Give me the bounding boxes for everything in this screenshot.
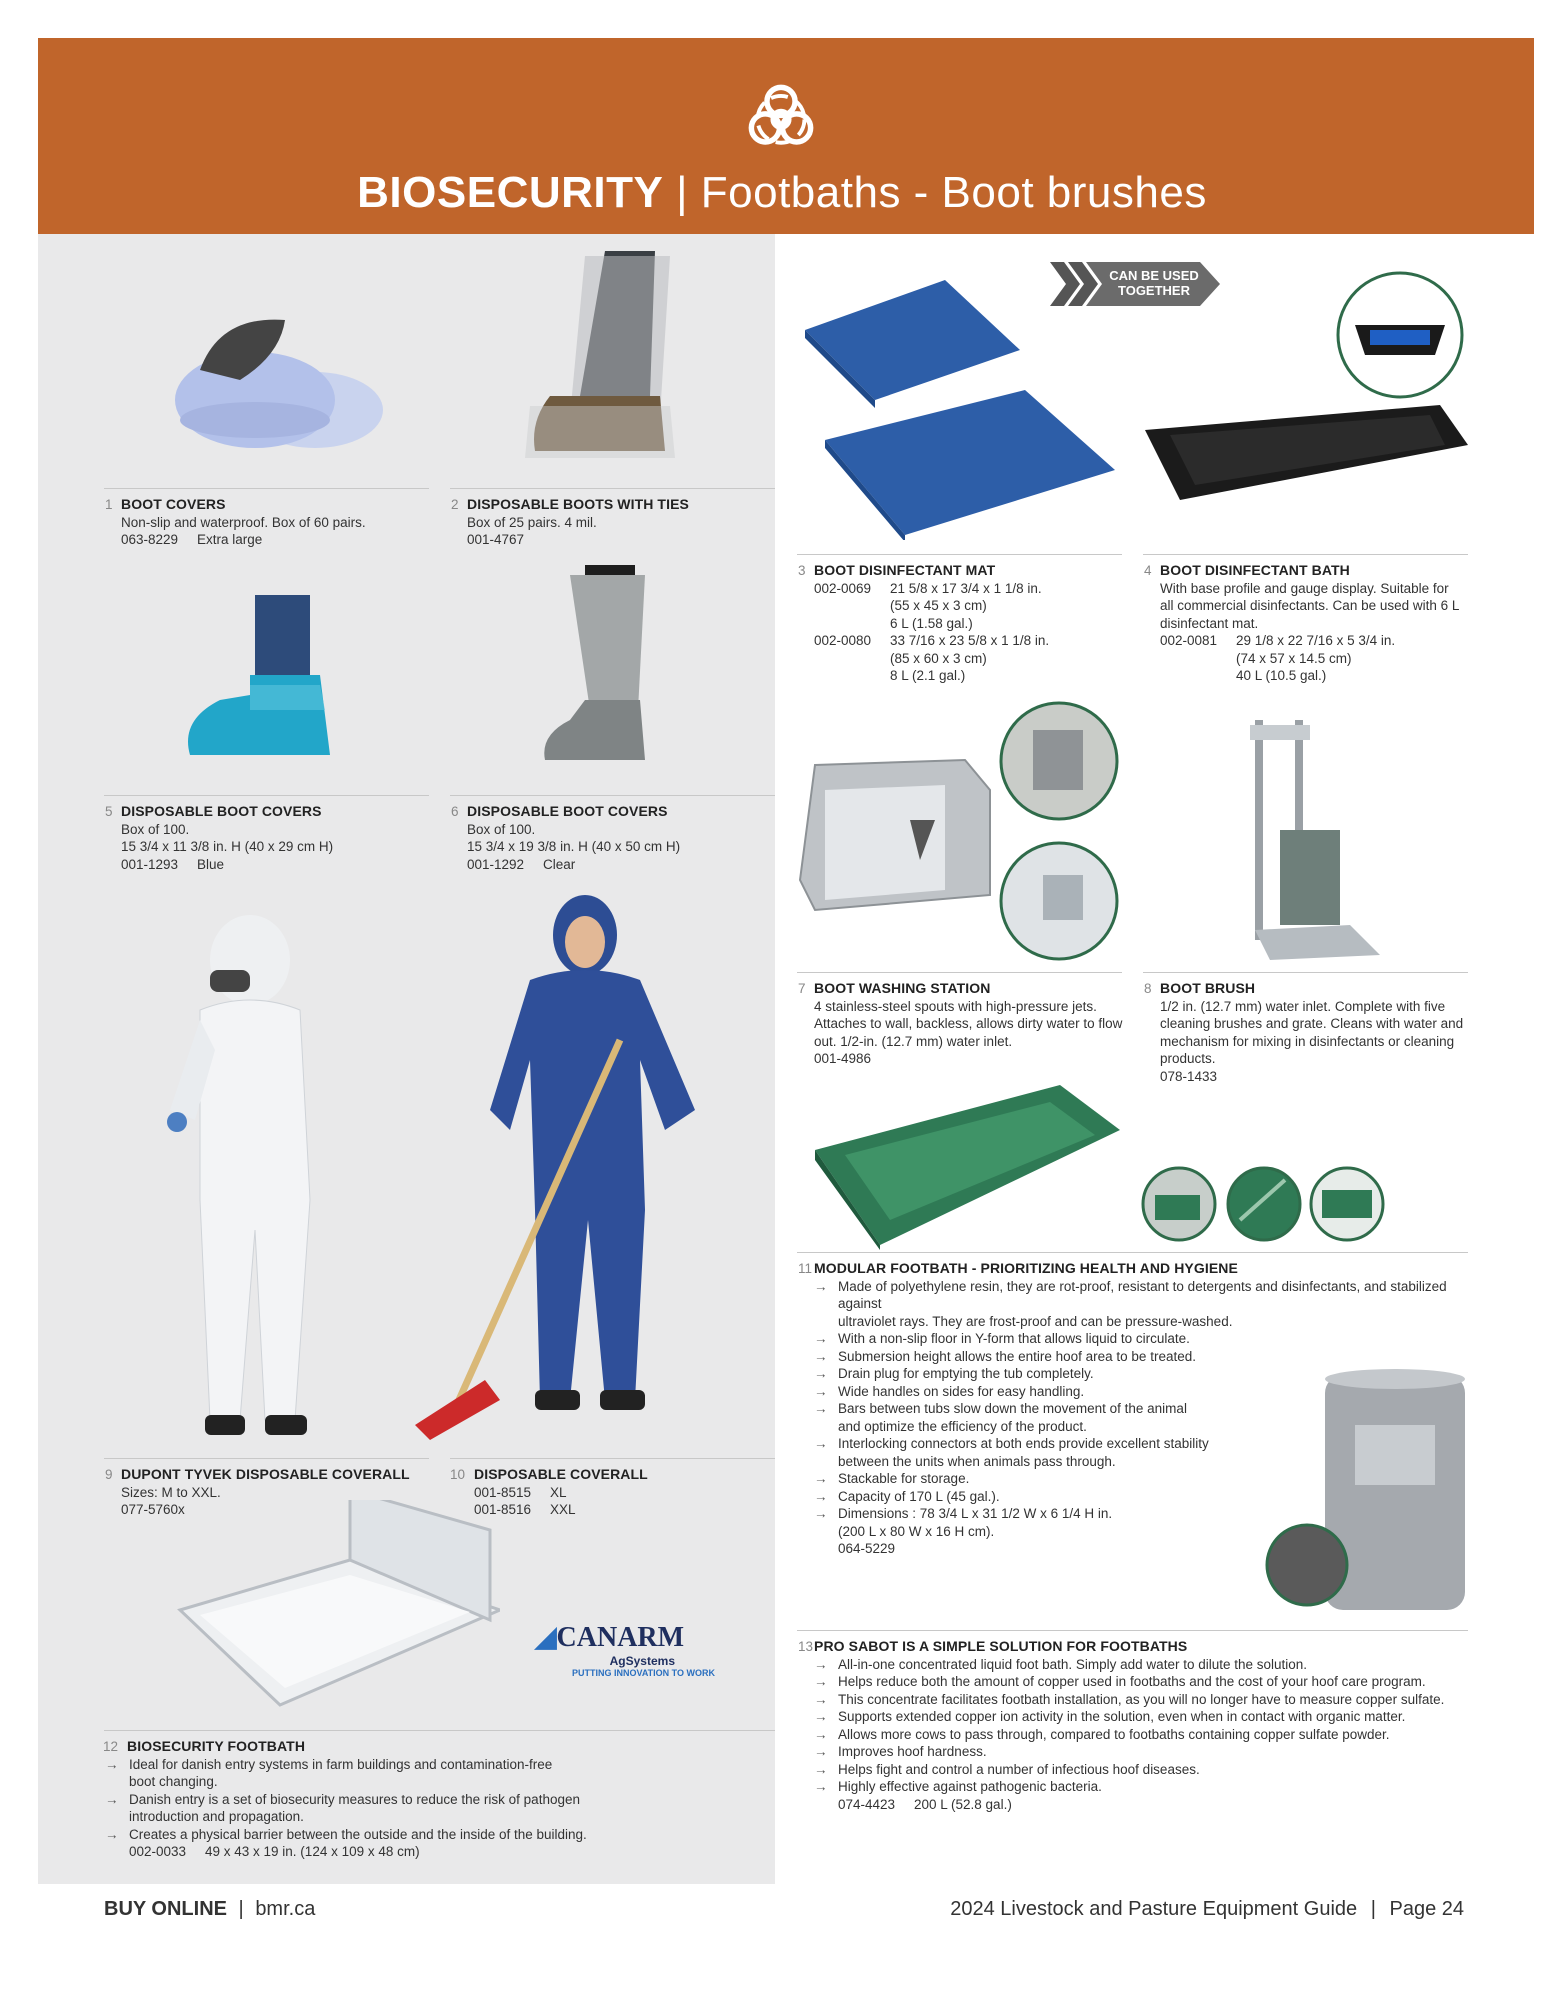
item-12-rule: [104, 1730, 775, 1731]
item-10-text: [450, 1466, 648, 1519]
item-9-desc: Sizes: M to XXL.: [121, 1484, 221, 1500]
footer-guide-title: 2024 Livestock and Pasture Equipment Guide: [950, 1898, 1358, 1920]
tyvek-coverall-image: [155, 900, 355, 1445]
item-13-text: [798, 1638, 1474, 1813]
item-6-name: DISPOSABLE BOOT COVERS: [467, 803, 668, 819]
item-11-code: 064-5229: [838, 1541, 896, 1556]
item-11-bullet-2: → With a non-slip floor in Y-form that allows liquid to circulate.: [814, 1330, 1474, 1348]
item-12-text: [103, 1738, 771, 1861]
item-12-number: 12: [103, 1739, 119, 1754]
item-11-rule: [797, 1252, 1468, 1253]
item-3-dim-2: 33 7/16 x 23 5/8 x 1 1/8 in.: [890, 633, 1050, 648]
item-13-bullet-7: → Helps fight and control a number of infectious hoof diseases.: [814, 1761, 1474, 1779]
item-8-desc-4: products.: [1160, 1051, 1216, 1066]
item-3-rule: [797, 554, 1122, 555]
item-11-bullet-7-cont: between the units when animals pass through.: [838, 1453, 1116, 1469]
boot-covers-image: [160, 300, 390, 460]
footer-left-separator: |: [238, 1898, 244, 1920]
item-3-code-2: 002-0080: [814, 633, 872, 648]
item-11-bullet-8: → Stackable for storage.: [814, 1470, 1474, 1488]
item-13-number: 13: [798, 1639, 814, 1654]
item-13-name: PRO SABOT IS A SIMPLE SOLUTION FOR FOOTBATHS: [814, 1638, 1188, 1654]
item-13-bullet-3: → This concentrate facilitates footbath installation, as you will no longer have to measure copper sulfate.: [814, 1691, 1474, 1709]
item-5-variant: Blue: [197, 856, 225, 872]
item-13-rule: [797, 1630, 1468, 1631]
item-1-variant: Extra large: [197, 532, 263, 547]
item-13-bullet-8: → Highly effective against pathogenic bacteria.: [814, 1778, 1474, 1796]
item-8-text: [1144, 980, 1464, 1085]
item-10-size-1: XL: [550, 1484, 567, 1500]
item-8-desc-2: cleaning brushes and grate. Cleans with water and: [1160, 1016, 1464, 1031]
item-9-text: [105, 1466, 410, 1519]
item-4-text: [1144, 562, 1460, 685]
item-5-desc: Box of 100.: [121, 821, 190, 837]
disposable-coverall-image: [410, 880, 710, 1450]
item-12-bullet-3: → Creates a physical barrier between the outside and the inside of the building.: [105, 1826, 771, 1844]
item-7-code: 001-4986: [814, 1051, 872, 1066]
blue-boot-covers-image: [180, 590, 340, 770]
item-11-bullet-10: → Dimensions : 78 3/4 L x 31 1/2 W x 6 1/4 H in.: [814, 1505, 1474, 1523]
item-13-bullet-6: → Improves hoof hardness.: [814, 1743, 1474, 1761]
item-4-desc-1: With base profile and gauge display. Suitable for: [1160, 580, 1449, 596]
item-12-bullet-1: → Ideal for danish entry systems in farm buildings and contamination-free: [105, 1756, 771, 1774]
item-3-number: 3: [798, 563, 806, 578]
disposable-boots-image: [510, 246, 690, 466]
item-5-name: DISPOSABLE BOOT COVERS: [121, 803, 322, 819]
title-subject: Footbaths - Boot brushes: [700, 168, 1207, 217]
logo-sub: AgSystems: [609, 1654, 675, 1668]
footer-left: [104, 1898, 315, 1921]
item-9-number: 9: [105, 1467, 113, 1482]
item-6-text: [451, 803, 681, 873]
item-1-text: [105, 496, 366, 549]
item-11-bullet-6: → Bars between tubs slow down the movement of the animal: [814, 1400, 1474, 1418]
footer-buy-online: BUY ONLINE: [104, 1898, 227, 1920]
item-4-desc-3: disinfectant mat.: [1160, 615, 1259, 631]
item-7-rule: [797, 972, 1122, 973]
item-2-text: [451, 496, 689, 549]
item-8-desc-1: 1/2 in. (12.7 mm) water inlet. Complete with five: [1160, 998, 1446, 1014]
item-11-bullet-7: → Interlocking connectors at both ends provide excellent stability: [814, 1435, 1474, 1453]
item-8-number: 8: [1144, 981, 1152, 996]
item-10-code-1: 001-8515: [474, 1484, 532, 1500]
title-category: BIOSECURITY: [357, 168, 664, 217]
item-3-name: BOOT DISINFECTANT MAT: [814, 562, 996, 578]
item-3-capacity-1: 6 L (1.58 gal.): [890, 615, 973, 631]
logo-tagline: PUTTING INNOVATION TO WORK: [572, 1668, 715, 1678]
footer-url-link[interactable]: bmr.ca: [255, 1898, 316, 1920]
item-13-code: 074-4423: [838, 1796, 896, 1812]
biohazard-icon: [742, 78, 820, 156]
item-7-text: [798, 980, 1123, 1068]
item-13-bullet-5: → Allows more cows to pass through, compared to footbaths containing copper sulfate powder.: [814, 1726, 1474, 1744]
item-12-bullet-1-cont: boot changing.: [129, 1774, 218, 1789]
item-3-metric-1: (55 x 45 x 3 cm): [890, 598, 987, 613]
item-13-bullet-4: → Supports extended copper ion activity in the solution, even when in contact with organic matter.: [814, 1708, 1474, 1726]
badge-line-2: TOGETHER: [1118, 283, 1190, 298]
boot-washing-station-image: [795, 750, 995, 915]
item-10-name: DISPOSABLE COVERALL: [474, 1466, 648, 1482]
item-4-capacity: 40 L (10.5 gal.): [1236, 668, 1327, 683]
logo-mark: ◢: [535, 1622, 557, 1653]
item-3-capacity-2: 8 L (2.1 gal.): [890, 668, 966, 683]
item-6-code: 001-1292: [467, 856, 525, 872]
item-3-metric-2: (85 x 60 x 3 cm): [890, 650, 987, 666]
item-11-name: MODULAR FOOTBATH - PRIORITIZING HEALTH AND HYGIENE: [814, 1260, 1238, 1276]
footbath-inset-1: [1140, 1165, 1218, 1243]
item-4-desc-2: all commercial disinfectants. Can be used with 6 L: [1160, 598, 1460, 613]
item-4-rule: [1143, 554, 1468, 555]
footbath-inset-3: [1308, 1165, 1386, 1243]
item-4-number: 4: [1144, 563, 1152, 578]
item-13-bullet-2: → Helps reduce both the amount of copper used in footbaths and the cost of your hoof care program.: [814, 1673, 1474, 1691]
item-12-size: 49 x 43 x 19 in. (124 x 109 x 48 cm): [205, 1844, 420, 1859]
item-7-number: 7: [798, 981, 806, 996]
logo-name: ◢CANARM: [535, 1622, 685, 1653]
item-11-bullet-6-cont: and optimize the efficiency of the product.: [838, 1418, 1087, 1434]
can-be-used-together-badge: [1050, 262, 1220, 306]
canarm-logo: [535, 1620, 715, 1680]
item-5-code: 001-1293: [121, 856, 179, 872]
item-2-name: DISPOSABLE BOOTS WITH TIES: [467, 496, 689, 512]
item-9-name: DUPONT TYVEK DISPOSABLE COVERALL: [121, 1466, 410, 1482]
page-title: [0, 168, 1564, 218]
biosecurity-footbath-image: [170, 1500, 500, 1710]
item-4-name: BOOT DISINFECTANT BATH: [1160, 562, 1350, 578]
footbath-inset-2: [1225, 1165, 1303, 1243]
bath-detail-inset: [1335, 270, 1465, 400]
item-6-variant: Clear: [543, 856, 576, 872]
item-13-size: 200 L (52.8 gal.): [914, 1796, 1012, 1812]
item-11-bullet-9: → Capacity of 170 L (45 gal.).: [814, 1488, 1474, 1506]
item-7-desc-3: out. 1/2-in. (12.7 mm) water inlet.: [814, 1033, 1013, 1049]
item-2-rule: [450, 488, 775, 489]
item-2-desc: Box of 25 pairs. 4 mil.: [467, 514, 597, 530]
item-7-desc-2: Attaches to wall, backless, allows dirty water to flow: [814, 1016, 1123, 1031]
item-6-desc: Box of 100.: [467, 821, 536, 837]
title-separator: |: [676, 168, 689, 217]
item-8-rule: [1143, 972, 1468, 973]
clear-boot-covers-image: [530, 560, 670, 770]
item-3-text: [798, 562, 1050, 685]
item-11-bullet-1-cont: ultraviolet rays. They are frost-proof and can be pressure-washed.: [838, 1313, 1233, 1329]
item-8-desc-3: mechanism for mixing in disinfectants or cleaning: [1160, 1033, 1455, 1049]
footer-page-number: Page 24: [1389, 1898, 1464, 1920]
disinfectant-bath-image: [1140, 400, 1470, 510]
item-6-rule: [450, 795, 775, 796]
item-11-bullet-4: → Drain plug for emptying the tub completely.: [814, 1365, 1474, 1383]
item-9-code: 077-5760x: [121, 1502, 185, 1517]
boot-brush-image: [1240, 710, 1390, 960]
item-1-code: 063-8229: [121, 532, 179, 547]
item-7-desc-1: 4 stainless-steel spouts with high-pressure jets.: [814, 998, 1097, 1014]
item-4-dim: 29 1/8 x 22 7/16 x 5 3/4 in.: [1236, 633, 1396, 648]
item-5-number: 5: [105, 804, 113, 819]
item-1-number: 1: [105, 497, 113, 512]
item-6-number: 6: [451, 804, 459, 819]
item-5-text: [105, 803, 334, 873]
item-11-bullet-1: → Made of polyethylene resin, they are rot-proof, resistant to detergents and disinfectants, and stabilized against: [814, 1278, 1474, 1313]
badge-line-1: CAN BE USED: [1109, 268, 1199, 283]
modular-footbath-image: [810, 1080, 1120, 1250]
item-11-bullet-10-cont: (200 L x 80 W x 16 H cm).: [838, 1523, 995, 1539]
item-10-code-2: 001-8516: [474, 1502, 532, 1517]
item-12-bullet-2: → Danish entry is a set of biosecurity measures to reduce the risk of pathogen: [105, 1791, 771, 1809]
item-11-bullet-3: → Submersion height allows the entire hoof area to be treated.: [814, 1348, 1474, 1366]
item-11-number: 11: [798, 1261, 813, 1276]
washing-detail-inset-2: [998, 840, 1120, 962]
item-12-bullet-2-cont: introduction and propagation.: [129, 1809, 304, 1824]
washing-detail-inset-1: [998, 700, 1120, 822]
item-6-size: 15 3/4 x 19 3/8 in. H (40 x 50 cm H): [467, 839, 681, 854]
item-9-rule: [104, 1458, 429, 1459]
item-8-code: 078-1433: [1160, 1068, 1218, 1084]
item-12-name: BIOSECURITY FOOTBATH: [127, 1738, 306, 1754]
item-4-metric: (74 x 57 x 14.5 cm): [1236, 650, 1352, 666]
item-8-name: BOOT BRUSH: [1160, 980, 1256, 996]
item-2-code: 001-4767: [467, 532, 525, 547]
item-4-code: 002-0081: [1160, 633, 1218, 648]
item-11-text: [798, 1260, 1474, 1558]
item-2-number: 2: [451, 497, 459, 512]
item-12-code: 002-0033: [129, 1844, 187, 1859]
item-10-rule: [450, 1458, 775, 1459]
item-11-bullet-5: → Wide handles on sides for easy handling.: [814, 1383, 1474, 1401]
item-10-size-2: XXL: [550, 1502, 576, 1517]
item-5-rule: [104, 795, 429, 796]
footer-right: [950, 1898, 1464, 1921]
disinfectant-mat-image: [795, 270, 1125, 540]
footer-right-separator: |: [1370, 1898, 1376, 1920]
item-1-rule: [104, 488, 429, 489]
item-5-size: 15 3/4 x 11 3/8 in. H (40 x 29 cm H): [121, 839, 334, 854]
item-1-name: BOOT COVERS: [121, 496, 226, 512]
item-13-bullet-1: → All-in-one concentrated liquid foot bath. Simply add water to dilute the solution.: [814, 1656, 1474, 1674]
item-1-desc: Non-slip and waterproof. Box of 60 pairs.: [121, 514, 366, 530]
item-10-number: 10: [450, 1467, 466, 1482]
item-3-dim-1: 21 5/8 x 17 3/4 x 1 1/8 in.: [890, 580, 1042, 596]
item-3-code-1: 002-0069: [814, 580, 872, 596]
item-7-name: BOOT WASHING STATION: [814, 980, 991, 996]
